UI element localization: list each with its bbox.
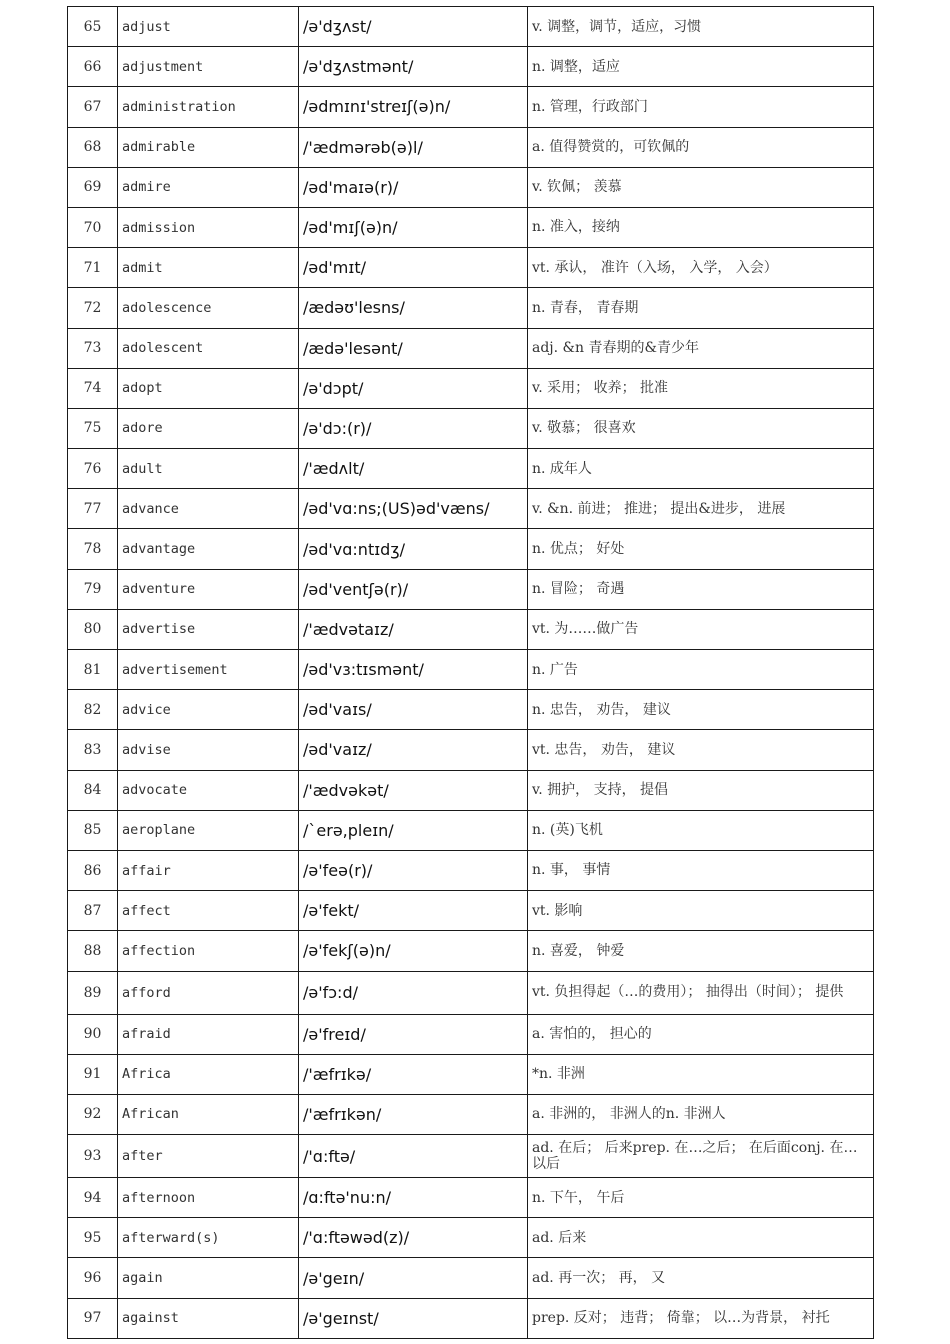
entry-word: aeroplane <box>118 810 299 850</box>
entry-number: 69 <box>68 167 118 207</box>
table-row <box>68 328 874 368</box>
entry-definition: a. 非洲的， 非洲人的n. 非洲人 <box>528 1094 874 1134</box>
vocabulary-table <box>67 6 874 1339</box>
entry-phonetic: /ədmɪnɪ'streɪʃ(ə)n/ <box>299 87 528 127</box>
entry-phonetic: /ə'geɪnst/ <box>299 1298 528 1338</box>
entry-definition: v. &n. 前进； 推进； 提出&进步， 进展 <box>528 489 874 529</box>
entry-definition: prep. 反对； 违背； 倚靠； 以…为背景， 衬托 <box>528 1298 874 1338</box>
entry-phonetic: /əd'vɑ:ntɪdʒ/ <box>299 529 528 569</box>
entry-word: affect <box>118 891 299 931</box>
entry-definition: *n. 非洲 <box>528 1054 874 1094</box>
entry-number: 73 <box>68 328 118 368</box>
entry-definition: a. 值得赞赏的，可钦佩的 <box>528 127 874 167</box>
entry-definition: vt. 忠告， 劝告， 建议 <box>528 730 874 770</box>
entry-word: advance <box>118 489 299 529</box>
entry-definition: a. 害怕的， 担心的 <box>528 1014 874 1054</box>
entry-word: advantage <box>118 529 299 569</box>
entry-phonetic: /əd'vɜ:tɪsmənt/ <box>299 650 528 690</box>
table-row <box>68 690 874 730</box>
entry-word: against <box>118 1298 299 1338</box>
entry-word: affection <box>118 931 299 971</box>
entry-definition: v. 调整，调节，适应，习惯 <box>528 7 874 47</box>
entry-definition: ad. 后来 <box>528 1218 874 1258</box>
table-row <box>68 850 874 890</box>
table-row <box>68 489 874 529</box>
table-row <box>68 368 874 408</box>
entry-number: 77 <box>68 489 118 529</box>
entry-word: Africa <box>118 1054 299 1094</box>
entry-definition: ad. 再一次； 再， 又 <box>528 1258 874 1298</box>
entry-phonetic: /ə'fekʃ(ə)n/ <box>299 931 528 971</box>
entry-word: after <box>118 1135 299 1178</box>
entry-definition: v. 敬慕； 很喜欢 <box>528 408 874 448</box>
entry-number: 90 <box>68 1014 118 1054</box>
entry-phonetic: /əd'mɪt/ <box>299 248 528 288</box>
entry-phonetic: /'ædʌlt/ <box>299 449 528 489</box>
entry-number: 94 <box>68 1178 118 1218</box>
entry-word: adolescent <box>118 328 299 368</box>
entry-number: 92 <box>68 1094 118 1134</box>
table-row <box>68 891 874 931</box>
entry-number: 80 <box>68 609 118 649</box>
entry-number: 91 <box>68 1054 118 1094</box>
entry-word: advise <box>118 730 299 770</box>
table-row <box>68 1218 874 1258</box>
entry-phonetic: /ə'fɔ:d/ <box>299 971 528 1014</box>
table-row <box>68 1094 874 1134</box>
entry-number: 65 <box>68 7 118 47</box>
entry-definition: ad. 在后； 后来prep. 在…之后； 在后面conj. 在…以后 <box>528 1135 874 1178</box>
entry-word: adventure <box>118 569 299 609</box>
entry-phonetic: /'æfrɪkən/ <box>299 1094 528 1134</box>
table-row <box>68 971 874 1014</box>
entry-definition: n. 忠告， 劝告， 建议 <box>528 690 874 730</box>
entry-number: 74 <box>68 368 118 408</box>
entry-definition: n. 优点； 好处 <box>528 529 874 569</box>
table-row <box>68 1014 874 1054</box>
entry-phonetic: /'ɑ:ftə/ <box>299 1135 528 1178</box>
entry-phonetic: /ə'geɪn/ <box>299 1258 528 1298</box>
table-row <box>68 770 874 810</box>
entry-definition: n. 喜爱， 钟爱 <box>528 931 874 971</box>
entry-phonetic: /'ɑ:ftəwəd(z)/ <box>299 1218 528 1258</box>
table-row <box>68 650 874 690</box>
entry-word: advocate <box>118 770 299 810</box>
entry-definition: n. 冒险； 奇遇 <box>528 569 874 609</box>
table-row <box>68 609 874 649</box>
table-row <box>68 931 874 971</box>
entry-definition: n. (英)飞机 <box>528 810 874 850</box>
entry-word: advertise <box>118 609 299 649</box>
entry-word: advice <box>118 690 299 730</box>
entry-phonetic: /ə'fekt/ <box>299 891 528 931</box>
entry-phonetic: /'æfrɪkə/ <box>299 1054 528 1094</box>
entry-phonetic: /əd'vaɪz/ <box>299 730 528 770</box>
entry-definition: vt. 为……做广告 <box>528 609 874 649</box>
entry-phonetic: /ə'dɔ:(r)/ <box>299 408 528 448</box>
entry-phonetic: /əd'vaɪs/ <box>299 690 528 730</box>
entry-definition: vt. 负担得起（…的费用）； 抽得出（时间）； 提供 <box>528 971 874 1014</box>
table-row <box>68 1178 874 1218</box>
entry-number: 89 <box>68 971 118 1014</box>
entry-number: 82 <box>68 690 118 730</box>
entry-phonetic: /'ædmərəb(ə)l/ <box>299 127 528 167</box>
entry-phonetic: /'ædvətaɪz/ <box>299 609 528 649</box>
entry-phonetic: /əd'ventʃə(r)/ <box>299 569 528 609</box>
table-row <box>68 7 874 47</box>
entry-number: 87 <box>68 891 118 931</box>
entry-number: 85 <box>68 810 118 850</box>
entry-definition: n. 事， 事情 <box>528 850 874 890</box>
entry-definition: v. 拥护， 支持， 提倡 <box>528 770 874 810</box>
table-row <box>68 288 874 328</box>
entry-number: 83 <box>68 730 118 770</box>
entry-word: adopt <box>118 368 299 408</box>
entry-definition: n. 广告 <box>528 650 874 690</box>
entry-definition: n. 下午， 午后 <box>528 1178 874 1218</box>
entry-phonetic: /`erə,pleɪn/ <box>299 810 528 850</box>
entry-phonetic: /ædəʊ'lesns/ <box>299 288 528 328</box>
entry-number: 70 <box>68 207 118 247</box>
entry-number: 66 <box>68 47 118 87</box>
entry-number: 81 <box>68 650 118 690</box>
table-row <box>68 1258 874 1298</box>
entry-word: admission <box>118 207 299 247</box>
entry-definition: vt. 影响 <box>528 891 874 931</box>
entry-word: admit <box>118 248 299 288</box>
vocabulary-table-body <box>68 7 874 1339</box>
entry-number: 93 <box>68 1135 118 1178</box>
table-row <box>68 730 874 770</box>
entry-phonetic: /ædə'lesənt/ <box>299 328 528 368</box>
entry-definition: n. 成年人 <box>528 449 874 489</box>
entry-phonetic: /əd'vɑ:ns;(US)əd'væns/ <box>299 489 528 529</box>
entry-number: 68 <box>68 127 118 167</box>
entry-definition: vt. 承认， 准许（入场， 入学， 入会） <box>528 248 874 288</box>
entry-word: African <box>118 1094 299 1134</box>
table-row <box>68 810 874 850</box>
entry-word: advertisement <box>118 650 299 690</box>
table-row <box>68 1298 874 1338</box>
entry-number: 76 <box>68 449 118 489</box>
entry-number: 78 <box>68 529 118 569</box>
entry-number: 84 <box>68 770 118 810</box>
table-row <box>68 1135 874 1178</box>
table-row <box>68 569 874 609</box>
entry-word: adult <box>118 449 299 489</box>
entry-phonetic: /əd'mɪʃ(ə)n/ <box>299 207 528 247</box>
table-row <box>68 529 874 569</box>
entry-number: 95 <box>68 1218 118 1258</box>
entry-word: adjustment <box>118 47 299 87</box>
entry-word: adore <box>118 408 299 448</box>
entry-number: 97 <box>68 1298 118 1338</box>
entry-number: 79 <box>68 569 118 609</box>
table-row <box>68 449 874 489</box>
entry-word: afternoon <box>118 1178 299 1218</box>
entry-phonetic: /ə'dɔpt/ <box>299 368 528 408</box>
table-row <box>68 167 874 207</box>
entry-word: admirable <box>118 127 299 167</box>
table-row <box>68 207 874 247</box>
entry-word: again <box>118 1258 299 1298</box>
entry-phonetic: /ə'dʒʌstmənt/ <box>299 47 528 87</box>
entry-definition: n. 调整，适应 <box>528 47 874 87</box>
entry-word: administration <box>118 87 299 127</box>
entry-phonetic: /ɑ:ftə'nu:n/ <box>299 1178 528 1218</box>
entry-word: admire <box>118 167 299 207</box>
entry-definition: n. 青春， 青春期 <box>528 288 874 328</box>
entry-definition: adj. &n 青春期的&青少年 <box>528 328 874 368</box>
entry-phonetic: /'ædvəkət/ <box>299 770 528 810</box>
entry-number: 86 <box>68 850 118 890</box>
entry-word: adolescence <box>118 288 299 328</box>
entry-definition: n. 准入，接纳 <box>528 207 874 247</box>
entry-definition: v. 钦佩； 羡慕 <box>528 167 874 207</box>
entry-number: 67 <box>68 87 118 127</box>
entry-definition: n. 管理，行政部门 <box>528 87 874 127</box>
table-row <box>68 87 874 127</box>
table-row <box>68 1054 874 1094</box>
entry-definition: v. 采用； 收养； 批准 <box>528 368 874 408</box>
entry-word: afterward(s) <box>118 1218 299 1258</box>
entry-number: 75 <box>68 408 118 448</box>
entry-number: 71 <box>68 248 118 288</box>
entry-number: 96 <box>68 1258 118 1298</box>
entry-word: afford <box>118 971 299 1014</box>
entry-phonetic: /ə'feə(r)/ <box>299 850 528 890</box>
entry-number: 88 <box>68 931 118 971</box>
entry-phonetic: /ə'freɪd/ <box>299 1014 528 1054</box>
entry-phonetic: /əd'maɪə(r)/ <box>299 167 528 207</box>
entry-word: affair <box>118 850 299 890</box>
entry-number: 72 <box>68 288 118 328</box>
entry-word: adjust <box>118 7 299 47</box>
table-row <box>68 248 874 288</box>
entry-phonetic: /ə'dʒʌst/ <box>299 7 528 47</box>
table-row <box>68 127 874 167</box>
table-row <box>68 408 874 448</box>
table-row <box>68 47 874 87</box>
entry-word: afraid <box>118 1014 299 1054</box>
